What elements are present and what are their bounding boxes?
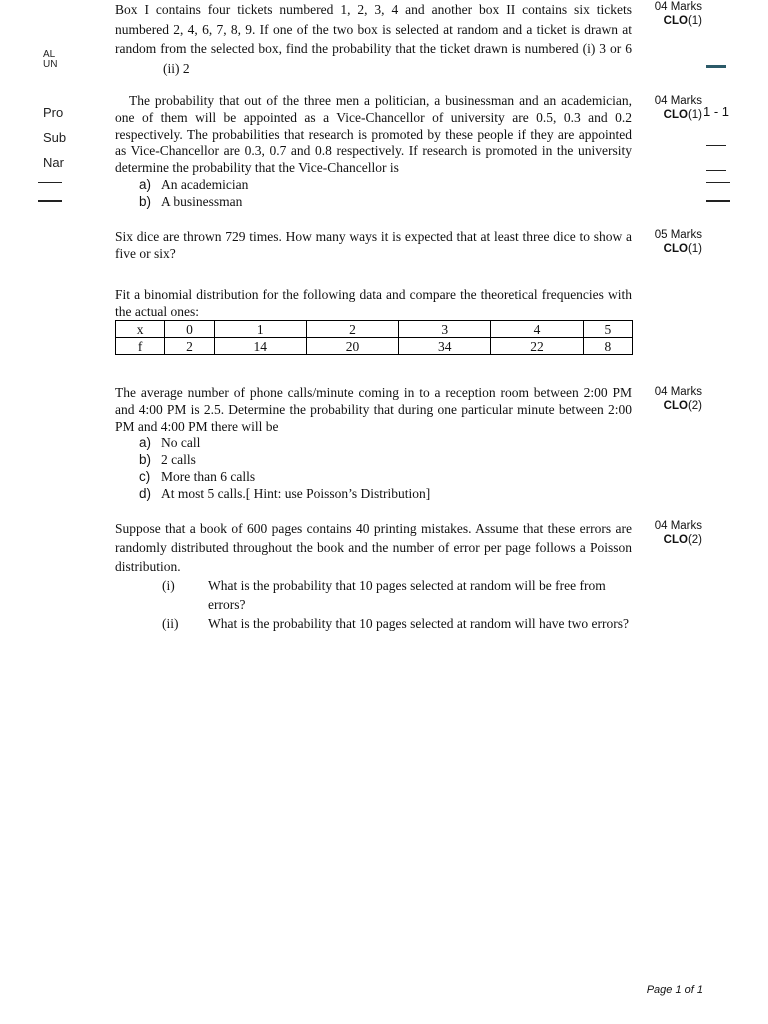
- marks-2: 04 Marks: [654, 95, 702, 107]
- question-5-options: [115, 435, 632, 502]
- table-cell: 2: [165, 338, 214, 355]
- left-fragment-pro: Pro: [43, 105, 64, 120]
- question-6: [115, 519, 632, 633]
- list-item: a) No call: [139, 435, 201, 451]
- list-item: b) 2 calls: [139, 452, 196, 468]
- clo-3: CLO(1): [663, 243, 702, 255]
- question-1: [115, 0, 632, 78]
- list-item: (ii) What is the probability that 10 pages selected at random will have two errors?: [162, 616, 629, 631]
- table-cell: 0: [165, 321, 214, 338]
- question-6-text: Suppose that a book of 600 pages contains 40 printing mistakes. Assume that these errors are randomly distributed throughout the book and the number of error per page follows a Poisson distribution.: [115, 521, 632, 574]
- left-fragment-sub: Sub: [43, 130, 67, 145]
- left-fragment-al: AL: [43, 49, 56, 60]
- right-rule-1: [706, 65, 726, 68]
- question-3: [115, 229, 632, 263]
- question-5-text: The average number of phone calls/minute coming in to a reception room between 2:00 PM and 4:00 PM is 2.5. Determine the probability that during one particular minute between 2:00 PM and 4:00 PM there will be: [115, 385, 632, 434]
- table-cell: 3: [399, 321, 491, 338]
- table-cell: x: [116, 321, 165, 338]
- page-number: Page 1 of 1: [646, 984, 703, 996]
- marks-3: 05 Marks: [654, 229, 702, 241]
- clo-1: CLO(1): [663, 15, 702, 27]
- marks-block-1: [640, 0, 702, 28]
- table-row: [116, 321, 633, 338]
- right-rule-4: [706, 182, 730, 183]
- table-cell: 34: [399, 338, 491, 355]
- list-item: d) At most 5 calls.[ Hint: use Poisson’s Distribution]: [139, 485, 431, 501]
- table-row: [116, 338, 633, 355]
- table-cell: 20: [306, 338, 398, 355]
- clo-2: CLO(1): [663, 109, 702, 121]
- clo-6: CLO(2): [663, 534, 702, 546]
- question-5: [115, 385, 632, 503]
- list-item: c) More than 6 calls: [139, 468, 256, 484]
- marks-block-3: [640, 228, 702, 256]
- question-3-text: Six dice are thrown 729 times. How many ways it is expected that at least three dice to show a five or six?: [115, 229, 632, 261]
- binomial-table: [115, 320, 633, 355]
- marks-6: 04 Marks: [654, 520, 702, 532]
- question-2: [115, 93, 632, 211]
- list-item: (i) What is the probability that 10 pages selected at random will be free from errors?: [162, 578, 606, 612]
- table-cell: 14: [214, 338, 306, 355]
- clo-5: CLO(2): [663, 400, 702, 412]
- question-2-text: The probability that out of the three men a politician, a businessman and an academician, one of them will be appointed as a Vice-Chancellor of university are 0.5, 0.3 and 0.2 respectively. The probabilities that research is promoted by these people if they are appointed as Vice-Chancellor are 0.3, 0.7 and 0.8 respectively. If research is promoted in the university determine the probability that the Vice-Chancellor is: [115, 93, 632, 176]
- question-1-text: Box I contains four tickets numbered 1, 2, 3, 4 and another box II contains six tickets numbered 2, 4, 6, 7, 8, 9. If one of the two box is selected at random and a ticket is drawn at random from the selected box, find the probability that the ticket drawn is numbered (i) 3 or 6: [115, 2, 632, 57]
- table-cell: 4: [491, 321, 583, 338]
- marks-block-5: [640, 385, 702, 413]
- table-cell: 8: [583, 338, 632, 355]
- marks-5: 04 Marks: [654, 386, 702, 398]
- left-fragment-un: UN: [43, 59, 58, 70]
- marks-block-2: [640, 94, 702, 122]
- table-cell: 1: [214, 321, 306, 338]
- table-cell: 22: [491, 338, 583, 355]
- marks-1: 04 Marks: [654, 1, 702, 13]
- question-4-text: Fit a binomial distribution for the following data and compare the theoretical frequencies with the actual ones:: [115, 287, 632, 319]
- question-6-parts: [115, 576, 632, 633]
- right-rule-2: [706, 145, 726, 146]
- list-item: a) An academician: [139, 176, 249, 192]
- clo-2-extra: 1 - 1: [703, 104, 730, 119]
- question-1-part-ii: (ii) 2: [163, 60, 190, 76]
- left-rule-1: [38, 182, 62, 183]
- right-rule-5: [706, 200, 730, 202]
- table-cell: 2: [306, 321, 398, 338]
- table-cell: 5: [583, 321, 632, 338]
- left-rule-2: [38, 200, 62, 202]
- question-4: [115, 287, 632, 321]
- table-cell: f: [116, 338, 165, 355]
- right-rule-3: [706, 170, 726, 171]
- left-fragment-nar: Nar: [43, 155, 64, 170]
- question-2-options: [115, 177, 632, 211]
- list-item: b) A businessman: [139, 193, 243, 209]
- marks-block-6: [640, 519, 702, 547]
